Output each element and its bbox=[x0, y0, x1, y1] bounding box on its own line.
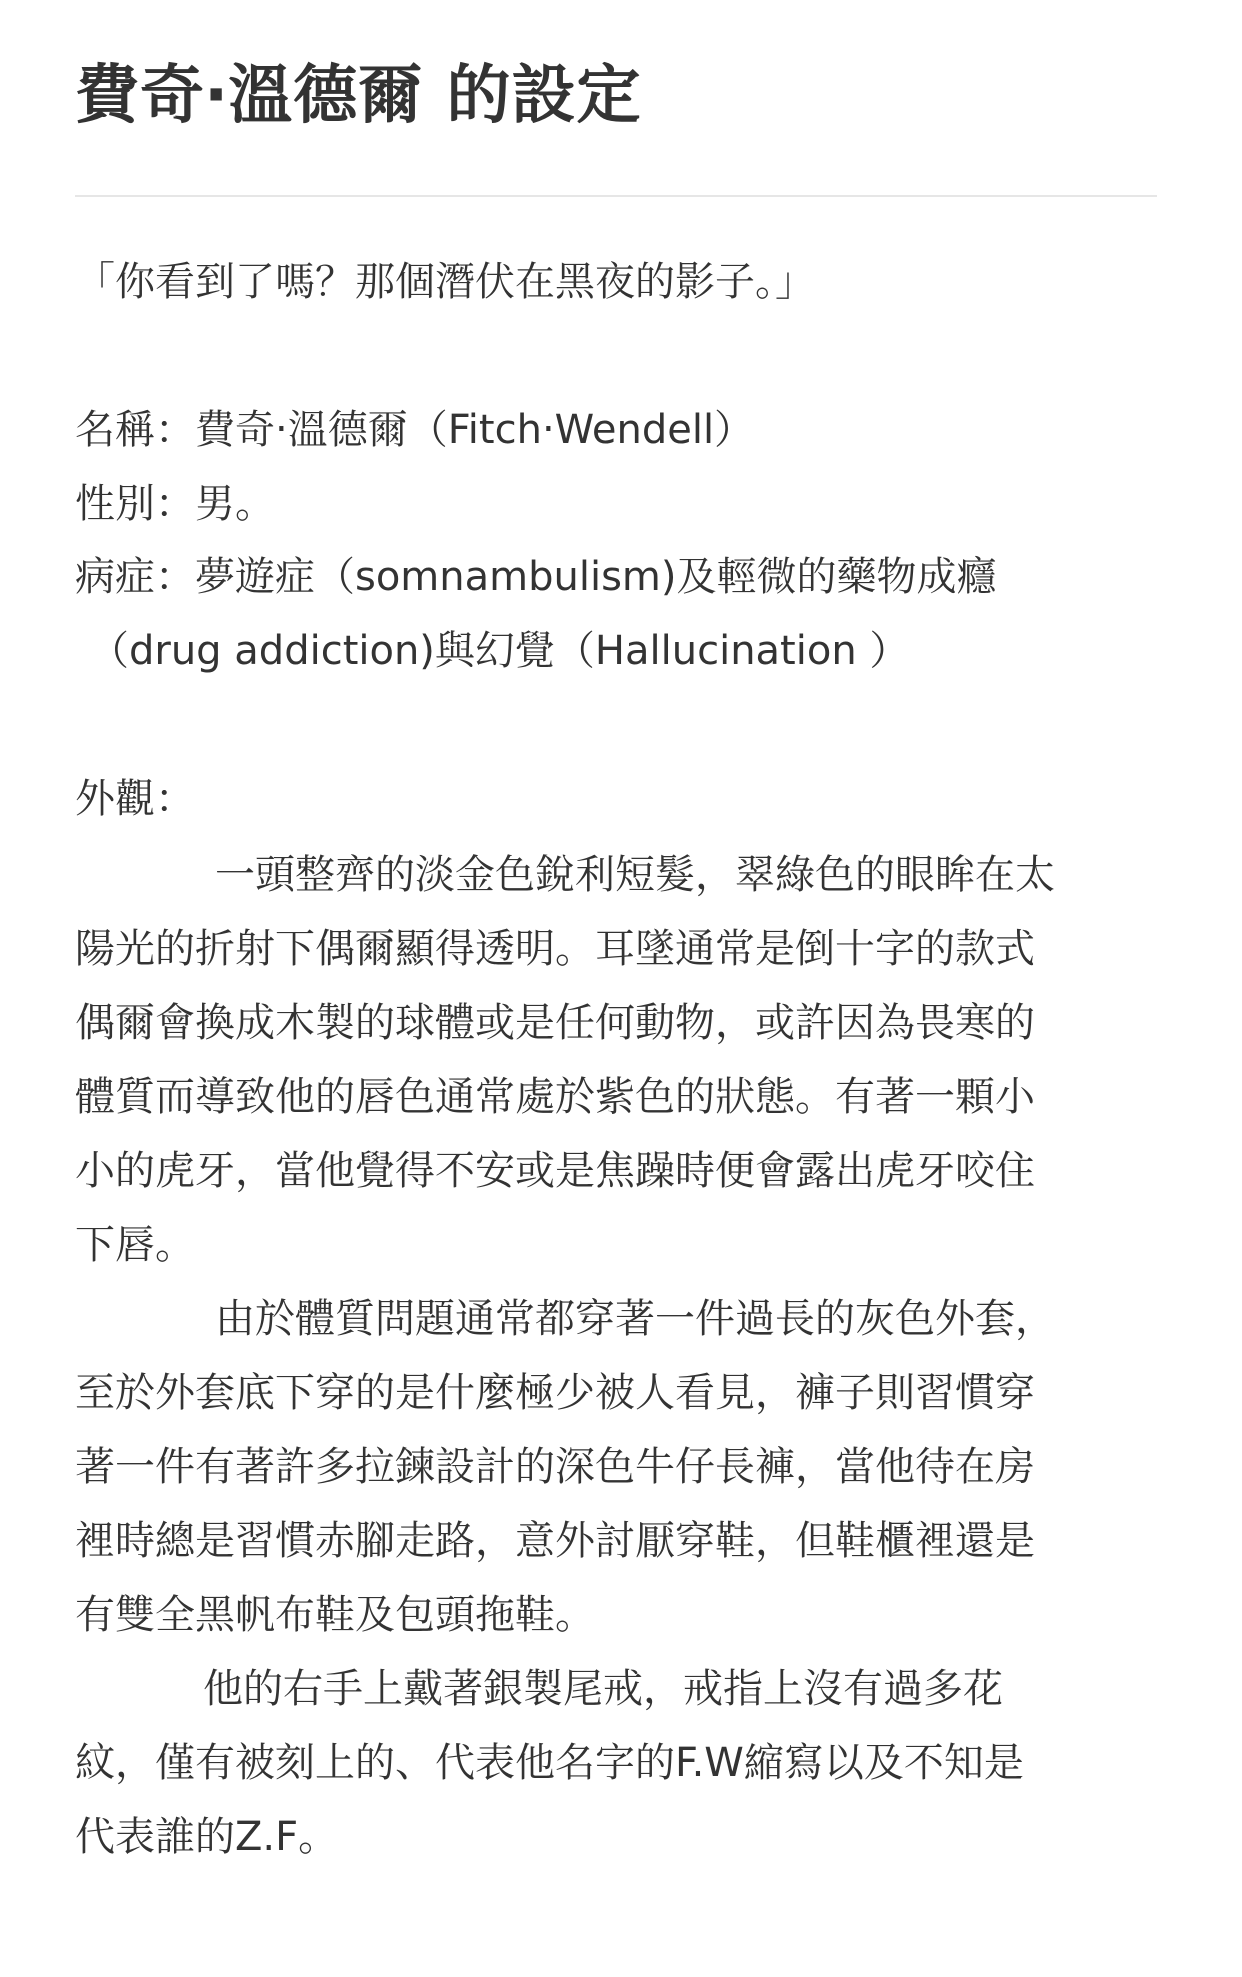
paragraph-line: 有雙全黑帆布鞋及包頭拖鞋。 bbox=[75, 1592, 595, 1638]
paragraph-line: 陽光的折射下偶爾顯得透明。耳墜通常是倒十字的款式 bbox=[75, 926, 1035, 972]
paragraph-line: 代表誰的Z.F。 bbox=[75, 1814, 339, 1860]
appearance-label: 外觀： bbox=[75, 776, 195, 822]
appearance-paragraph-hair bbox=[75, 838, 1157, 1282]
page-title: 費奇‧溫德爾 的設定 bbox=[75, 59, 642, 133]
paragraph-line: 小的虎牙，當他覺得不安或是焦躁時便會露出虎牙咬住 bbox=[75, 1148, 1035, 1194]
paragraph-line: 著一件有著許多拉鍊設計的深色牛仔長褲，當他待在房 bbox=[75, 1444, 1035, 1490]
paragraph-line: 體質而導致他的唇色通常處於紫色的狀態。有著一顆小 bbox=[75, 1074, 1035, 1120]
paragraph-line: 至於外套底下穿的是什麼極少被人看見，褲子則習慣穿 bbox=[75, 1370, 1035, 1416]
paragraph-line: 由於體質問題通常都穿著一件過長的灰色外套， bbox=[215, 1296, 1055, 1342]
paragraph-line: 紋，僅有被刻上的、代表他名字的F.W縮寫以及不知是 bbox=[75, 1740, 1024, 1786]
appearance-paragraph-ring bbox=[75, 1652, 1157, 1874]
info-disease: 病症：夢遊症（somnambulism)及輕微的藥物成癮 bbox=[75, 554, 997, 600]
paragraph-line: 他的右手上戴著銀製尾戒，戒指上沒有過多花 bbox=[203, 1666, 1003, 1712]
info-gender: 性別：男。 bbox=[75, 481, 275, 527]
info-disease-continued: （drug addiction)與幻覺（Hallucination ） bbox=[89, 628, 910, 674]
opening-quote: 「你看到了嗎？那個潛伏在黑夜的影子。」 bbox=[75, 259, 815, 305]
paragraph-line: 偶爾會換成木製的球體或是任何動物，或許因為畏寒的 bbox=[75, 1000, 1035, 1046]
info-name: 名稱：費奇‧溫德爾（Fitch‧Wendell） bbox=[75, 407, 755, 453]
appearance-paragraph-clothing bbox=[75, 1282, 1157, 1652]
paragraph-line: 一頭整齊的淡金色銳利短髮，翠綠色的眼眸在太 bbox=[215, 852, 1055, 898]
paragraph-line: 裡時總是習慣赤腳走路，意外討厭穿鞋，但鞋櫃裡還是 bbox=[75, 1518, 1035, 1564]
title-divider bbox=[75, 195, 1157, 197]
paragraph-line: 下唇。 bbox=[75, 1222, 195, 1268]
